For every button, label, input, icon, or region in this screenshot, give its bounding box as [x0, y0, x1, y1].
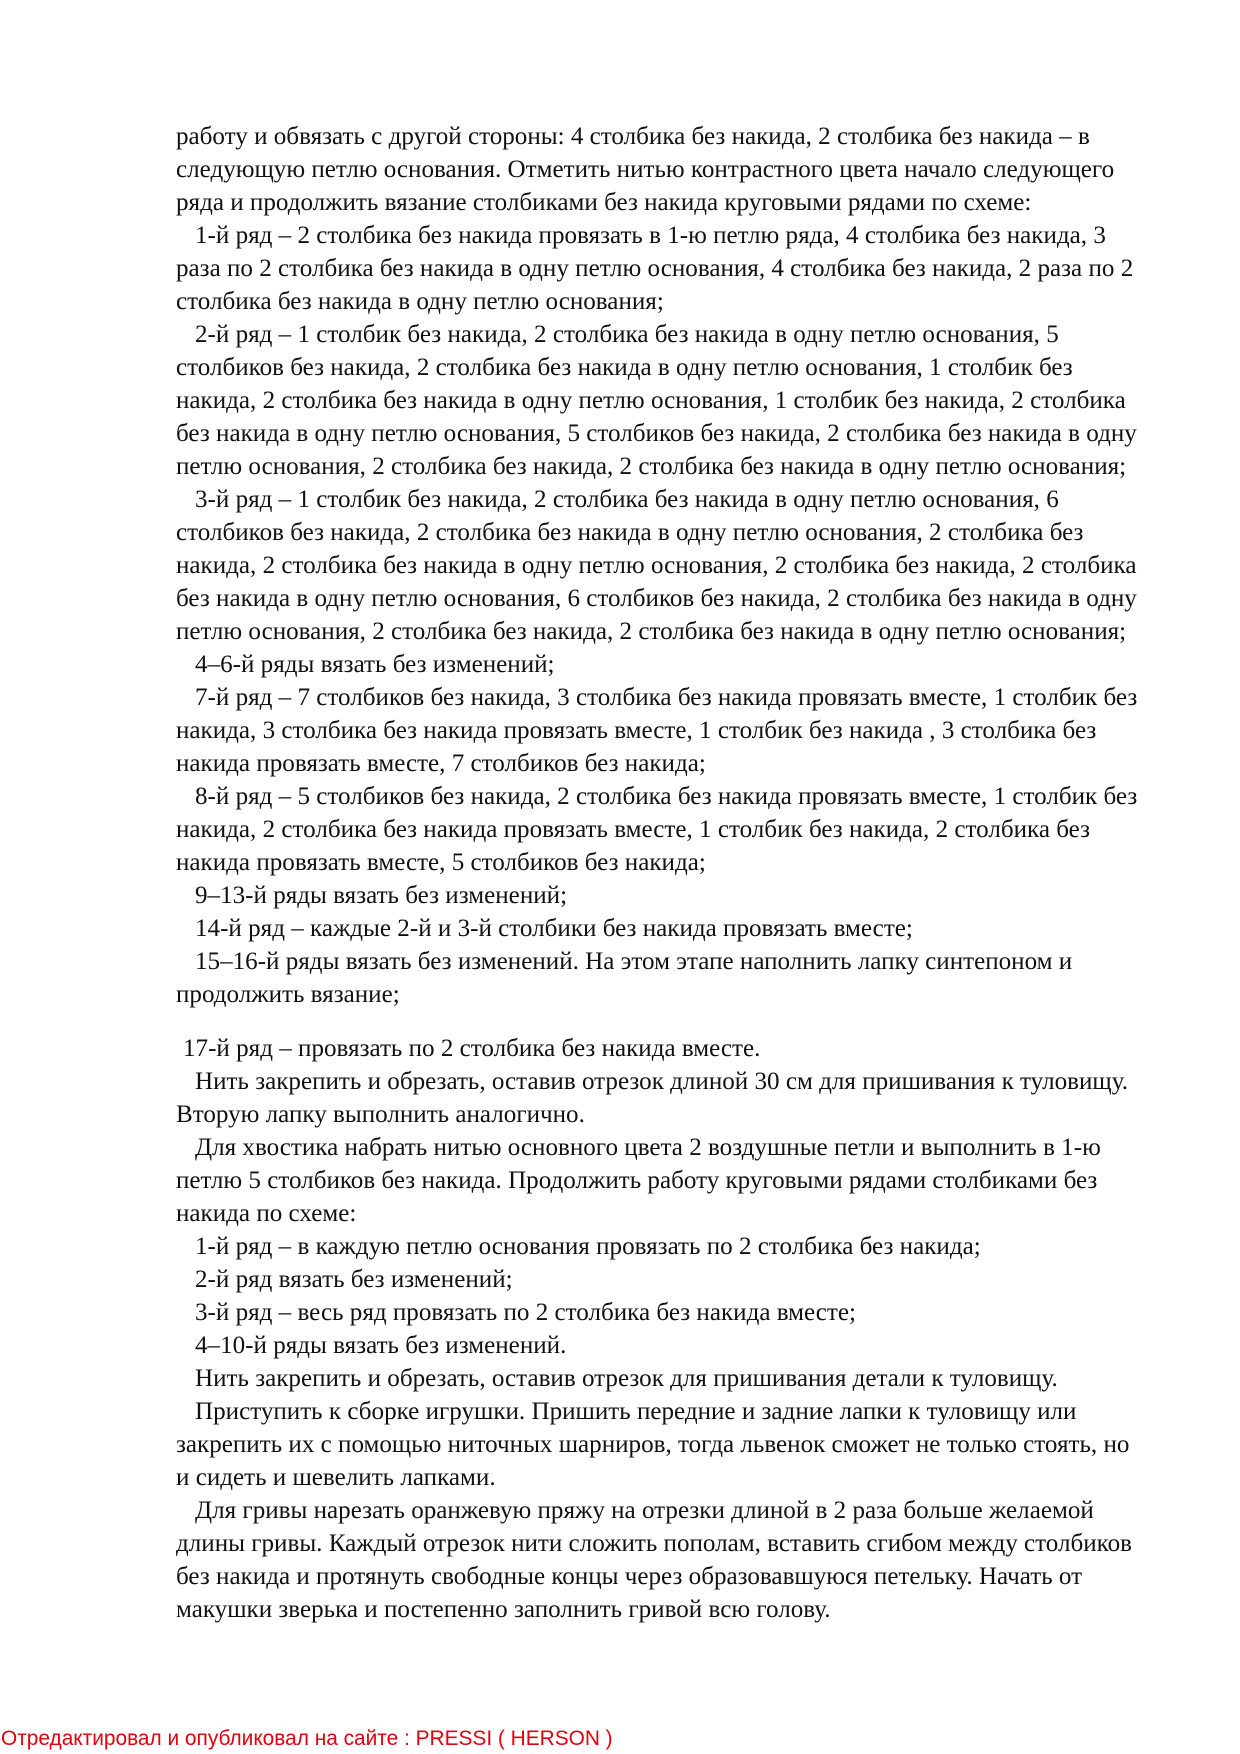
text-line: 17-й ряд – провязать по 2 столбика без накида вместе.	[183, 1035, 761, 1062]
paragraph	[176, 648, 1176, 681]
text-line: накида, 2 столбика без накида в одну петлю основания, 1 столбик без накида, 2 столбика	[176, 387, 1126, 414]
text-line: 7-й ряд – 7 столбиков без накида, 3 столбика без накида провязать вместе, 1 столбик без	[195, 684, 1138, 711]
text-line: 2-й ряд вязать без изменений;	[195, 1266, 513, 1293]
text-line: 4–6-й ряды вязать без изменений;	[195, 651, 555, 678]
text-line: раза по 2 столбика без накида в одну петлю основания, 4 столбика без накида, 2 раза по 2	[176, 255, 1134, 282]
text-line: накида, 3 столбика без накида провязать вместе, 1 столбик без накида , 3 столбика без	[176, 717, 1097, 744]
paragraph	[176, 1329, 1176, 1362]
paragraph	[176, 681, 1176, 780]
paragraph	[176, 1032, 1176, 1065]
text-line: 8-й ряд – 5 столбиков без накида, 2 столбика без накида провязать вместе, 1 столбик без	[195, 783, 1138, 810]
text-line: макушки зверька и постепенно заполнить гривой всю голову.	[176, 1596, 831, 1623]
paragraph	[176, 219, 1176, 318]
text-line: Нить закрепить и обрезать, оставив отрезок длиной 30 см для пришивания к туловищу.	[195, 1068, 1129, 1095]
text-line: столбиков без накида, 2 столбика без накида в одну петлю основания, 2 столбика без	[176, 519, 1084, 546]
text-line: 15–16-й ряды вязать без изменений. На этом этапе наполнить лапку синтепоном и	[195, 948, 1073, 975]
text-line: без накида в одну петлю основания, 6 столбиков без накида, 2 столбика без накида в одну	[176, 585, 1137, 612]
text-line: петлю основания, 2 столбика без накида, 2 столбика без накида в одну петлю основания;	[176, 618, 1127, 645]
paragraph	[176, 945, 1176, 1011]
paragraph	[176, 1494, 1176, 1626]
document-body	[176, 120, 1176, 1626]
paragraph	[176, 1395, 1176, 1494]
text-line: 9–13-й ряды вязать без изменений;	[195, 882, 568, 909]
publisher-footer-note: Отредактировал и опубликовал на сайте : PRESSI ( HERSON )	[1, 1727, 613, 1751]
text-line: без накида в одну петлю основания, 5 столбиков без накида, 2 столбика без накида в одну	[176, 420, 1137, 447]
text-line: накида, 2 столбика без накида в одну петлю основания, 2 столбика без накида, 2 столбика	[176, 552, 1137, 579]
text-line: Для гривы нарезать оранжевую пряжу на отрезки длиной в 2 раза больше желаемой	[195, 1497, 1094, 1524]
text-line: накида провязать вместе, 5 столбиков без накида;	[176, 849, 706, 876]
paragraph	[176, 780, 1176, 879]
paragraph	[176, 1362, 1176, 1395]
text-line: столбиков без накида, 2 столбика без накида в одну петлю основания, 1 столбик без	[176, 354, 1073, 381]
paragraph	[176, 1263, 1176, 1296]
text-line: длины гривы. Каждый отрезок нити сложить пополам, вставить сгибом между столбиков	[176, 1530, 1132, 1557]
text-line: 1-й ряд – в каждую петлю основания провязать по 2 столбика без накида;	[195, 1233, 981, 1260]
text-line: ряда и продолжить вязание столбиками без накида круговыми рядами по схеме:	[176, 189, 1032, 216]
text-line: накида провязать вместе, 7 столбиков без накида;	[176, 750, 706, 777]
text-line: без накида и протянуть свободные концы через образовавшуюся петельку. Начать от	[176, 1563, 1083, 1590]
text-line: накида, 2 столбика без накида провязать вместе, 1 столбик без накида, 2 столбика без	[176, 816, 1091, 843]
paragraph	[176, 318, 1176, 483]
text-line: 3-й ряд – весь ряд провязать по 2 столбика без накида вместе;	[195, 1299, 856, 1326]
text-line: Вторую лапку выполнить аналогично.	[176, 1101, 585, 1128]
paragraph	[176, 912, 1176, 945]
text-line: Нить закрепить и обрезать, оставив отрезок для пришивания детали к туловищу.	[195, 1365, 1058, 1392]
text-line: следующую петлю основания. Отметить нитью контрастного цвета начало следующего	[176, 156, 1115, 183]
text-line: 3-й ряд – 1 столбик без накида, 2 столбика без накида в одну петлю основания, 6	[195, 486, 1059, 513]
paragraph	[176, 879, 1176, 912]
text-line: столбика без накида в одну петлю основания;	[176, 288, 664, 315]
text-line: 4–10-й ряды вязать без изменений.	[195, 1332, 567, 1359]
text-line: 2-й ряд – 1 столбик без накида, 2 столбика без накида в одну петлю основания, 5	[195, 321, 1059, 348]
text-line: петлю основания, 2 столбика без накида, 2 столбика без накида в одну петлю основания;	[176, 453, 1127, 480]
paragraph	[176, 1296, 1176, 1329]
paragraph	[176, 1065, 1176, 1131]
text-line: 1-й ряд – 2 столбика без накида провязать в 1-ю петлю ряда, 4 столбика без накида, 3	[195, 222, 1106, 249]
text-line: петлю 5 столбиков без накида. Продолжить работу круговыми рядами столбиками без	[176, 1167, 1098, 1194]
paragraph	[176, 120, 1176, 219]
text-line: накида по схеме:	[176, 1200, 357, 1227]
text-line: продолжить вязание;	[176, 981, 400, 1008]
paragraph	[176, 1131, 1176, 1230]
text-line: закрепить их с помощью ниточных шарниров, тогда львенок сможет не только стоять, но	[176, 1431, 1130, 1458]
text-line: Для хвостика набрать нитью основного цвета 2 воздушные петли и выполнить в 1-ю	[195, 1134, 1101, 1161]
paragraph	[176, 1230, 1176, 1263]
paragraph	[176, 483, 1176, 648]
text-line: работу и обвязать с другой стороны: 4 столбика без накида, 2 столбика без накида – в	[176, 123, 1090, 150]
text-line: 14-й ряд – каждые 2-й и 3-й столбики без накида провязать вместе;	[195, 915, 913, 942]
text-line: Приступить к сборке игрушки. Пришить передние и задние лапки к туловищу или	[195, 1398, 1077, 1425]
text-line: и сидеть и шевелить лапками.	[176, 1464, 496, 1491]
